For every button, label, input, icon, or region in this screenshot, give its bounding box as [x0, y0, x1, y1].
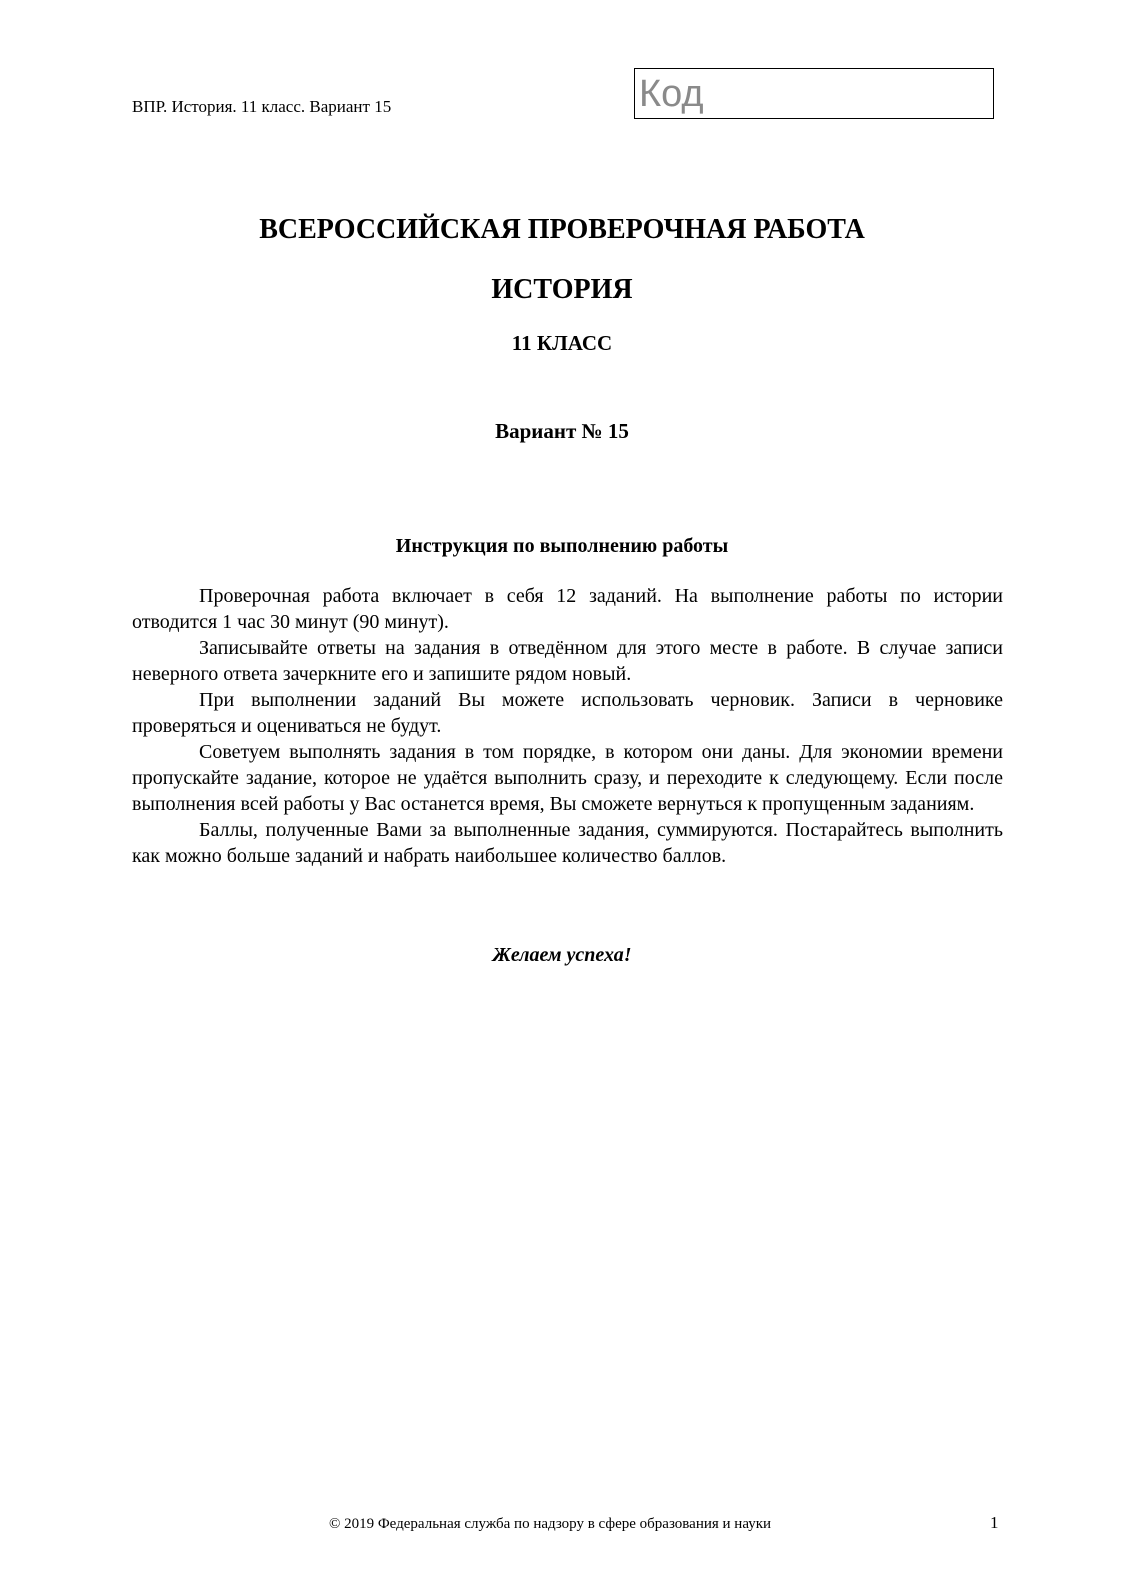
instruction-paragraph: Записывайте ответы на задания в отведённом для этого месте в работе. В случае записи неверного ответа зачеркните его и запишите рядом новый.: [132, 637, 1003, 685]
instruction-paragraph: Баллы, полученные Вами за выполненные задания, суммируются. Постарайтесь выполнить как можно больше заданий и набрать наибольшее количество баллов.: [132, 819, 1003, 867]
variant-title: Вариант № 15: [495, 419, 629, 443]
header-document-title: ВПР. История. 11 класс. Вариант 15: [132, 97, 392, 116]
page-title: ВСЕРОССИЙСКАЯ ПРОВЕРОЧНАЯ РАБОТА: [259, 214, 865, 245]
instructions-heading: Инструкция по выполнению работы: [395, 535, 729, 557]
good-luck-wish: Желаем успеха!: [492, 944, 632, 966]
instruction-paragraph: Проверочная работа включает в себя 12 заданий. На выполнение работы по истории отводится 1 час 30 минут (90 минут).: [132, 585, 1003, 633]
subject-title: ИСТОРИЯ: [491, 274, 633, 305]
page-number: 1: [990, 1513, 999, 1532]
code-field-label: Код: [639, 73, 704, 115]
instructions-body: [132, 583, 1003, 869]
footer-copyright: © 2019 Федеральная служба по надзору в сфере образования и науки: [328, 1516, 772, 1532]
grade-title: 11 КЛАСС: [511, 331, 613, 355]
code-field[interactable]: [634, 68, 994, 119]
instruction-paragraph: При выполнении заданий Вы можете использовать черновик. Записи в черновике проверяться и оцениваться не будут.: [132, 689, 1003, 737]
instruction-paragraph: Советуем выполнять задания в том порядке, в котором они даны. Для экономии времени пропускайте задание, которое не удаётся выполнить сразу, и переходите к следующему. Если после выполнения всей работы у Вас останется время, Вы сможете вернуться к пропущенным заданиям.: [132, 741, 1003, 815]
